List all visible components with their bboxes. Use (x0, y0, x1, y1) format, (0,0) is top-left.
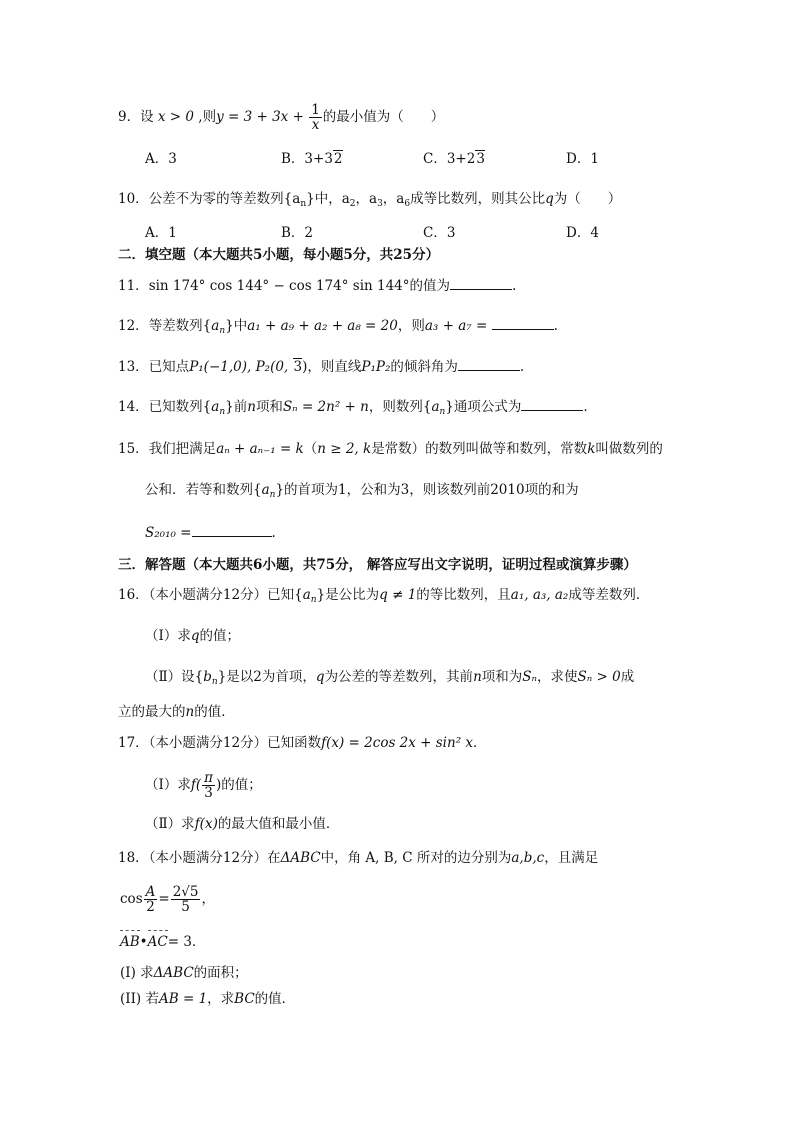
q9-expression: y = 3 + 3x + (216, 109, 304, 125)
q18-part-2 (120, 990, 295, 1008)
q16-sequence: a₁, a₃, a₂ (510, 587, 569, 603)
q9-option-a: A．3 (145, 151, 177, 167)
q18-part-2-b: ，求 (207, 991, 235, 1007)
q17-part-2-f: f(x) (194, 816, 218, 832)
q10-text-c: ，a (355, 191, 378, 207)
q18-cos-den: 2 (146, 899, 155, 915)
q16-part-2-d: 项和为 (481, 669, 523, 685)
q18-head-b: 中，角 A, B, C 所对的边分别为 (320, 850, 512, 866)
q16-part-2-cont (118, 703, 235, 721)
q9-option-b-root: 2 (333, 151, 343, 167)
question-13 (118, 358, 524, 376)
q10-option-d: D．4 (566, 225, 599, 241)
q17-part-1-b: )的值； (215, 777, 262, 793)
q18-number: 18． (118, 850, 149, 866)
q18-val-num: 2√5 (172, 884, 199, 900)
q18-vector-ac: AC (147, 934, 168, 950)
q16-part-2-q: q (315, 669, 325, 685)
q10-text-d: ，a (382, 191, 405, 207)
q15-line-2a: 公和．若等和数列{ (145, 482, 262, 498)
q12-end: . (553, 318, 558, 334)
q9-text-a: 设 (140, 109, 154, 125)
q18-eq: = (158, 891, 170, 907)
q16-part-1-a: （Ⅰ）求 (145, 628, 191, 644)
q14-answer-blank (521, 398, 583, 411)
q18-part-2-a: (II) 若 (120, 991, 159, 1007)
q14-number: 14． (118, 399, 149, 415)
q16-head-c: 的等比数列，且 (416, 587, 511, 603)
q15-text-b: （ (303, 441, 318, 457)
q10-text-e: 成等比数列，则其公比 (410, 191, 546, 207)
q12-text-a: 等差数列{ (148, 318, 212, 334)
question-10 (118, 190, 621, 213)
q15-number: 15． (118, 441, 149, 457)
q10-sub-2: 2 (349, 199, 356, 209)
q18-part-1-a: (I) 求 (120, 965, 154, 981)
q16-part-2-n: n (473, 669, 482, 685)
q13-expression: P₁(−1,0), P₂(0, (189, 359, 293, 375)
q10-option-c: C．3 (423, 225, 456, 241)
q14-text-d: ，则数列{ (368, 399, 432, 415)
q14-expression: Sₙ = 2n² + n (282, 399, 369, 415)
q12-expression: a₁ + a₉ + a₂ + a₈ = 20 (247, 318, 398, 334)
q16-part-2-e: ，求使 (537, 669, 578, 685)
q17-frac-num: π (204, 770, 213, 786)
q9-fraction (309, 103, 322, 132)
q16-head-b: }是公比为 (316, 587, 380, 603)
q12-answer-blank (492, 317, 554, 330)
q9-number: 9． (118, 109, 141, 125)
q14-n: n (247, 399, 256, 415)
q9-text-b: ,则 (194, 109, 217, 125)
q15-k: k (587, 441, 596, 457)
q16-part-1 (145, 627, 240, 645)
q9-frac-den: x (311, 117, 320, 133)
q18-cos-fraction (144, 885, 158, 914)
q10-number: 10． (118, 191, 149, 207)
q9-frac-num: 1 (311, 102, 320, 118)
q17-expression: f(x) = 2cos 2x + sin² x (321, 735, 474, 751)
q9-condition: x > 0 (157, 109, 194, 125)
q16-part-2-gn: n (185, 704, 195, 720)
q9-text-c: 的最小值为（ ） (322, 109, 445, 125)
q11-answer-blank (450, 277, 512, 290)
q17-part-1-f: f( (190, 777, 202, 793)
q11-expression: sin 174° cos 144° − cos 174° sin 144° (148, 278, 410, 294)
q13-line: P₁P₂ (361, 359, 391, 375)
q10-option-a: A．1 (145, 225, 177, 241)
q15-end: . (271, 525, 276, 541)
q13-text-b: ，则直线 (307, 359, 362, 375)
q16-part-2-h: 的值． (194, 704, 235, 720)
q16-part-2-b: }是以2为首项， (217, 669, 316, 685)
q12-expression-2: a₃ + a₇ = (424, 318, 488, 334)
q9-option-b-text: B．3+3 (281, 151, 333, 167)
q9-option-b (281, 150, 343, 168)
q14-text-c: 项和 (255, 399, 283, 415)
q18-vector-condition (120, 933, 205, 951)
q16-part-2-s: Sₙ (522, 669, 537, 685)
q15-sum: S₂₀₁₀ = (145, 525, 192, 541)
q11-text: 的值为 (409, 278, 451, 294)
question-18 (118, 849, 598, 867)
q15-answer-blank (192, 524, 272, 537)
q17-number: 17． (118, 735, 149, 751)
question-14: 14．已知数列$\{a_n\}$前n项和Sₙ = 2n² + n，则数列$\{a_n\}$通项公式为 . (118, 399, 588, 417)
q18-triangle: ΔABC (280, 850, 321, 866)
q15-line-2b: }的首项为1，公和为3，则该数列前2010项的和为 (275, 482, 579, 498)
q17-fraction (202, 771, 215, 800)
q9-option-d: D．1 (566, 151, 599, 167)
q18-head-c: ，且满足 (544, 850, 599, 866)
q16-part-2-condition: Sₙ > 0 (577, 669, 621, 685)
q18-part-2-bc: BC (234, 991, 255, 1007)
q13-end: . (519, 359, 525, 375)
q17-end: ． (473, 735, 487, 751)
q12-text-b: }中 (225, 318, 248, 334)
q13-text-a: 已知点 (148, 359, 190, 375)
q14-text-e: }通项公式为 (445, 399, 522, 415)
q9-option-c-root: 3 (476, 151, 485, 167)
q16-head-d: 成等差数列． (568, 587, 650, 603)
question-16: 16．（本小题满分12分）已知$\{a_n\}$是公比为q ≠ 1的等比数列，且a₁, a₃, a₂成等差数列． (118, 587, 650, 605)
q14-end: . (583, 399, 588, 415)
q16-number: 16． (118, 587, 149, 603)
q16-condition: q ≠ 1 (379, 587, 417, 603)
q13-text-c: 的倾斜角为 (390, 359, 458, 375)
q18-sides: a,b,c (511, 850, 545, 866)
q18-cos-num: A (145, 884, 156, 900)
q15-text-d: 叫做数列的 (595, 441, 663, 457)
q12-number: 12． (118, 318, 149, 334)
q9-option-c-text: C．3+2 (423, 151, 476, 167)
q18-vector-ab: AB (120, 934, 140, 950)
section-2-heading: 二．填空题（本大题共5小题，每小题5分，共25分） (118, 247, 440, 263)
q15-condition: n ≥ 2, k (317, 441, 372, 457)
q16-part-2-g: 立的最大的 (118, 704, 186, 720)
q16-part-2-c: 为公差的等差数列，其前 (324, 669, 474, 685)
q10-text-b: }中，a (306, 191, 350, 207)
q16-part-2-f: 成 (620, 669, 635, 685)
q14-text-b: }前 (225, 399, 248, 415)
q18-comma: ， (201, 891, 215, 907)
section-3-heading: 三．解答题（本大题共6小题，共75分， 解答应写出文字说明，证明过程或演算步骤） (118, 557, 637, 573)
q13-number: 13． (118, 359, 149, 375)
q17-part-1-a: （Ⅰ）求 (145, 777, 191, 793)
q12-text-c: ，则 (397, 318, 425, 334)
q10-sub-6: 6 (404, 199, 411, 209)
q18-head-a: （本小题满分12分）在 (148, 850, 281, 866)
q18-part-1-b: 的面积； (193, 965, 248, 981)
q13-root: 3 (293, 359, 303, 375)
q10-sub-3: 3 (377, 199, 383, 209)
q11-number: 11． (118, 278, 149, 294)
q15-expression: aₙ + aₙ₋₁ = k (216, 441, 304, 457)
q18-cos-condition (120, 885, 215, 914)
q15-text-a: 我们把满足 (148, 441, 217, 457)
q18-part-1-triangle: ΔABC (153, 965, 194, 981)
q18-value-fraction (171, 885, 201, 914)
question-11 (118, 277, 516, 295)
q10-q: q (545, 191, 554, 207)
q17-part-2-a: （Ⅱ）求 (145, 816, 195, 832)
q13-answer-blank (458, 358, 520, 371)
q16-part-2: （Ⅱ）设$\{b_n\}$是以2为首项，q为公差的等差数列，其前n项和为Sₙ，求使Sₙ > 0成 (145, 669, 635, 687)
q17-frac-den: 3 (204, 785, 213, 801)
q14-text-a: 已知数列{ (148, 399, 212, 415)
q15-line-2: 公和．若等和数列$\{a_n\}$的首项为1，公和为3，则该数列前2010项的和为 (145, 482, 579, 500)
q17-part-2 (145, 815, 339, 833)
q18-part-2-condition: AB = 1 (159, 991, 208, 1007)
q18-part-2-c: 的值． (254, 991, 296, 1007)
question-9 (118, 103, 444, 132)
q15-line-3 (145, 524, 276, 542)
question-15 (118, 440, 663, 458)
q10-text-f: 为（ ） (553, 191, 622, 207)
q16-head-a: （本小题满分12分）已知{ (148, 587, 303, 603)
q17-head: （本小题满分12分）已知函数 (148, 735, 322, 751)
q13-expression-end: ) (302, 359, 308, 375)
q18-part-1 (120, 964, 248, 982)
q16-part-1-b: 的值； (199, 628, 240, 644)
q10-sub-n: n (300, 199, 307, 209)
q18-dot: • (139, 934, 148, 950)
q16-part-2-a: （Ⅱ）设{ (145, 669, 204, 685)
q9-option-c (423, 150, 485, 168)
q16-part-1-q: q (190, 628, 200, 644)
q18-val-den: 5 (181, 899, 190, 915)
question-12: 12．等差数列$\{a_n\}$中a₁ + a₉ + a₂ + a₈ = 20，则a₃ + a₇ = . (118, 318, 558, 336)
q18-cos: cos (120, 891, 143, 907)
q10-option-b: B．2 (281, 225, 314, 241)
q17-part-1 (145, 771, 262, 800)
q17-part-2-b: 的最大值和最小值． (217, 816, 340, 832)
q18-vector-eq: = 3． (167, 934, 206, 950)
q15-text-c: 是常数）的数列叫做等和数列，常数 (371, 441, 588, 457)
question-17 (118, 734, 487, 752)
q11-end: . (512, 278, 517, 294)
q10-text-a: 公差不为零的等差数列{a (148, 191, 301, 207)
